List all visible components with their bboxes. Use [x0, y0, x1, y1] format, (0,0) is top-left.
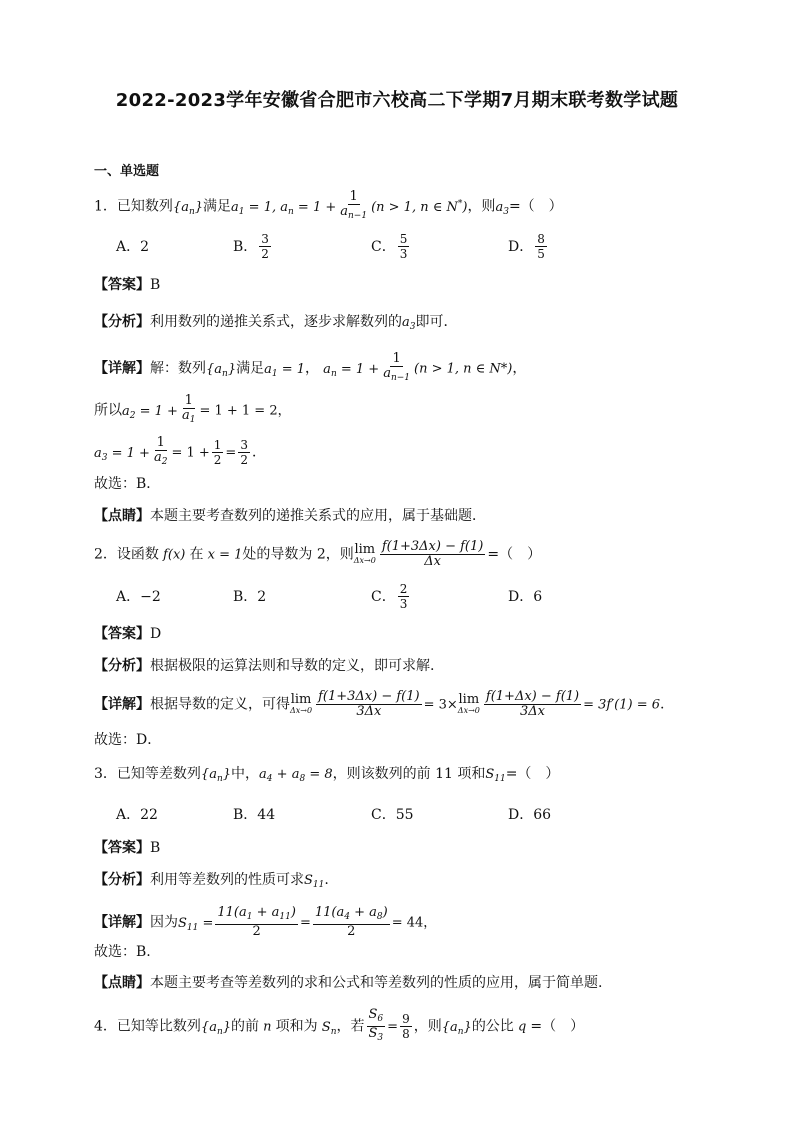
answer-3: 【答案】B — [94, 840, 161, 856]
question-1: 1．已知数列$\{a_n\}$满足$a_1 = 1$, $a_n = 1$ + $\frac{1}{a_{n-1}}$ (n > 1, n ∈ N*)，则$a_3=$（ ） — [94, 189, 563, 221]
option-d[interactable]: D． $\frac{8}{5}$ — [508, 231, 545, 261]
detail-2: 【详解】根据导数的定义，可得 lim Δx→0 $\frac{f(1+3\Delta x) - f(1)}{3\Delta x}$ = 3× lim Δx→0 $\frac{f(1+\Delta x) - f(1)}{3\Delta x}$ = 3f′(1) = 6. — [94, 689, 665, 719]
page-title: 2022-2023学年安徽省合肥市六校高二下学期7月期末联考数学试题 — [115, 90, 679, 111]
conclusion-1: 故选：B． — [94, 476, 161, 492]
option-d[interactable]: D．66 — [508, 807, 552, 823]
option-a[interactable]: A．22 — [116, 807, 158, 823]
detail-1-step-1: 所以$a_2 = 1$ + $\frac{1}{a_1}$ = 1 + 1 = 2， — [94, 393, 291, 425]
question-3-options — [116, 796, 716, 832]
option-c[interactable]: C． $\frac{5}{3}$ — [371, 231, 408, 261]
conclusion-3: 故选：B. — [94, 944, 151, 960]
comment-1: 【点睛】本题主要考查数列的递推关系式的应用，属于基础题． — [94, 508, 486, 524]
analysis-2: 【分析】根据极限的运算法则和导数的定义，即可求解. — [94, 658, 435, 674]
analysis-3: 【分析】利用等差数列的性质可求$S_{11}$. — [94, 872, 329, 890]
answer-2: 【答案】D — [94, 626, 162, 642]
question-2-options — [116, 578, 716, 614]
option-b[interactable]: B．2 — [233, 589, 267, 605]
question-3: 3．已知等差数列$\{a_n\}$中，$a_4 + a_8 = 8$，则该数列的前 11 项和$S_{11}=$（ ） — [94, 766, 560, 784]
detail-1: 【详解】解：数列$\{a_n\}$满足$a_1 = 1$， $a_n = 1$ + $\frac{1}{a_{n-1}}$ (n > 1, n ∈ N*)， — [94, 351, 527, 383]
option-b[interactable]: B．44 — [233, 807, 276, 823]
question-4: 4．已知等比数列$\{a_n\}$的前 n 项和为 $S_n$，若 $\frac{S_6}{S_3}$ = $\frac{9}{8}$ ，则$\{a_n\}$的公比 q =（ ） — [94, 1007, 585, 1043]
comment-3: 【点睛】本题主要考查等差数列的求和公式和等差数列的性质的应用，属于简单题. — [94, 975, 603, 991]
option-d[interactable]: D．6 — [508, 589, 543, 605]
detail-1-step-2: $a_3 = 1$ + $\frac{1}{a_2}$ = 1 + $\frac{1}{2}$ = $\frac{3}{2}$ ． — [94, 435, 266, 467]
question-1-options — [116, 228, 716, 264]
option-c[interactable]: C．55 — [371, 807, 414, 823]
option-c[interactable]: C． $\frac{2}{3}$ — [371, 581, 408, 611]
option-a[interactable]: A．2 — [116, 239, 150, 255]
section-heading: 一、单选题 — [94, 164, 160, 179]
option-b[interactable]: B． $\frac{3}{2}$ — [233, 231, 269, 261]
analysis-1: 【分析】利用数列的递推关系式，逐步求解数列的$a_3$即可． — [94, 314, 458, 332]
detail-3: 【详解】因为$S_{11}$ = $\frac{11(a_1 + a_{11})}{2}$ = $\frac{11(a_4 + a_8)}{2}$ = 44， — [94, 905, 437, 939]
answer-1: 【答案】B — [94, 277, 161, 293]
question-2: 2．设函数 f(x) 在 x = 1处的导数为 2，则 lim Δx→0 $\frac{f(1+3\Delta x) - f(1)}{\Delta x}$ =（ ） — [94, 539, 542, 569]
conclusion-2: 故选：D． — [94, 732, 162, 748]
option-a[interactable]: A．−2 — [116, 589, 161, 605]
